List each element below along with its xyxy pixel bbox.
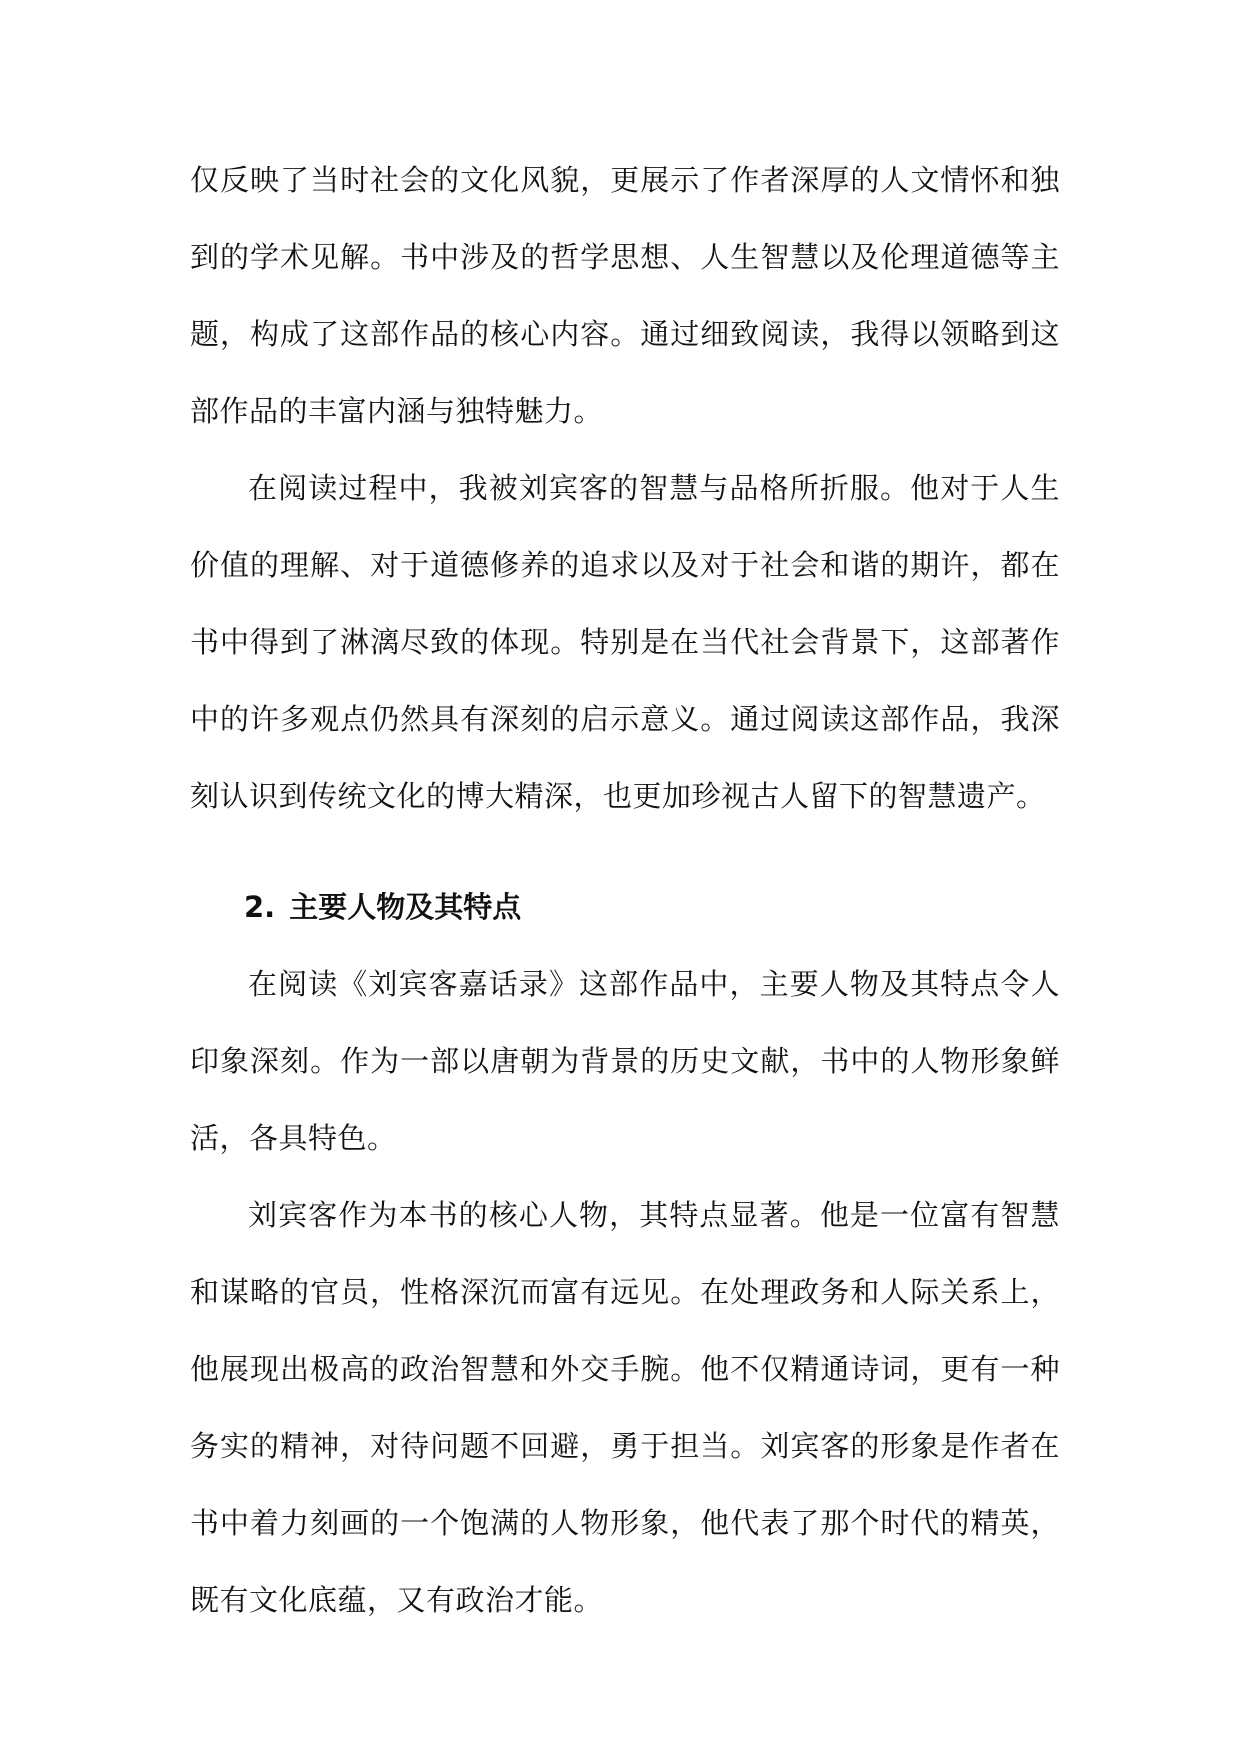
paragraph-reading-impression: 在阅读过程中，我被刘宾客的智慧与品格所折服。他对于人生价值的理解、对于道德修养的追求以及对于社会和谐的期许，都在书中得到了淋漓尽致的体现。特别是在当代社会背景下，这部著作中的许多观点仍然具有深刻的启示意义。通过阅读这部作品，我深刻认识到传统文化的博大精深，也更加珍视古人留下的智慧遗产。	[190, 471, 1060, 813]
section-heading	[190, 869, 1060, 946]
paragraph-characters-intro: 在阅读《刘宾客嘉话录》这部作品中，主要人物及其特点令人印象深刻。作为一部以唐朝为背景的历史文献，书中的人物形象鲜活，各具特色。	[190, 967, 1060, 1155]
section-number: 2.	[244, 890, 276, 924]
section-title: 主要人物及其特点	[289, 890, 522, 924]
paragraph-liu-binke: 刘宾客作为本书的核心人物，其特点显著。他是一位富有智慧和谋略的官员，性格深沉而富有远见。在处理政务和人际关系上，他展现出极高的政治智慧和外交手腕。他不仅精通诗词，更有一种务实的精神，对待问题不回避，勇于担当。刘宾客的形象是作者在书中着力刻画的一个饱满的人物形象，他代表了那个时代的精英，既有文化底蕴，又有政治才能。	[190, 1198, 1060, 1617]
document-body	[190, 142, 1060, 1639]
paragraph-continuation: 仅反映了当时社会的文化风貌，更展示了作者深厚的人文情怀和独到的学术见解。书中涉及的哲学思想、人生智慧以及伦理道德等主题，构成了这部作品的核心内容。通过细致阅读，我得以领略到这部作品的丰富内涵与独特魅力。	[190, 163, 1060, 428]
